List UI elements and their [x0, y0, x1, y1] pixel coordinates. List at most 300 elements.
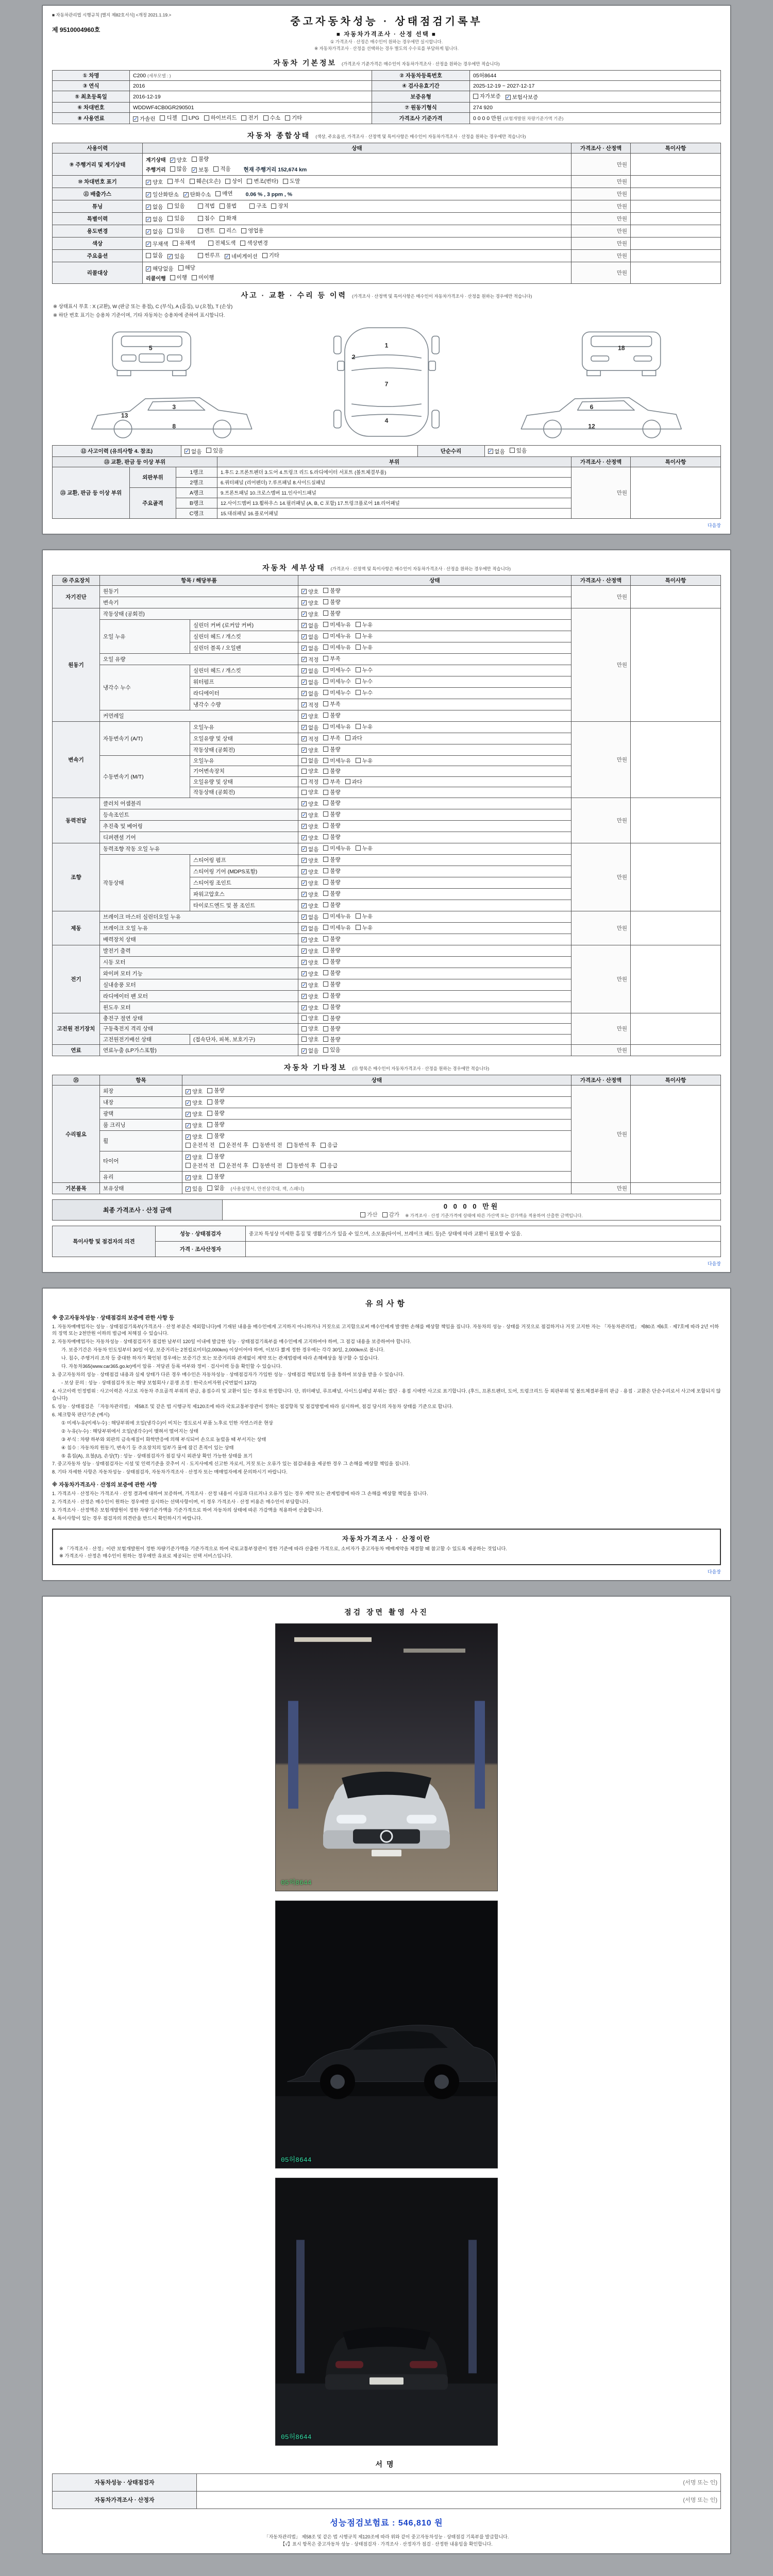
checkbox-option[interactable]	[301, 959, 318, 967]
checkbox-option[interactable]	[323, 844, 351, 852]
checkbox-option[interactable]	[301, 879, 318, 887]
checkbox-option[interactable]	[301, 947, 318, 955]
checkbox-option[interactable]	[301, 788, 318, 796]
checkbox-box[interactable]	[323, 970, 328, 975]
checkbox-box[interactable]: ✓	[183, 192, 189, 198]
checkbox-box[interactable]: ✓	[302, 835, 307, 841]
checkbox-box[interactable]: ✓	[186, 1186, 191, 1192]
checkbox-option[interactable]	[220, 202, 237, 210]
checkbox-option[interactable]	[301, 1025, 318, 1032]
checkbox-option[interactable]	[323, 1003, 340, 1011]
checkbox-option[interactable]	[323, 867, 340, 875]
checkbox-option[interactable]	[323, 757, 351, 765]
checkbox-box[interactable]	[215, 191, 221, 196]
checkbox-option[interactable]	[356, 689, 373, 697]
checkbox-option[interactable]	[287, 1141, 316, 1149]
checkbox-option[interactable]	[323, 700, 340, 708]
checkbox-option[interactable]	[356, 666, 373, 674]
checkbox-option[interactable]	[220, 1162, 249, 1170]
checkbox-box[interactable]	[323, 800, 328, 805]
checkbox-option[interactable]	[204, 114, 237, 122]
checkbox-option[interactable]	[323, 609, 340, 617]
checkbox-box[interactable]	[186, 1143, 191, 1148]
checkbox-option[interactable]	[356, 677, 373, 685]
checkbox-option[interactable]	[160, 114, 177, 122]
checkbox-option[interactable]	[488, 448, 505, 455]
checkbox-box[interactable]: ✓	[488, 449, 493, 454]
checkbox-box[interactable]	[206, 448, 211, 453]
checkbox-box[interactable]	[323, 588, 328, 593]
checkbox-option[interactable]	[356, 723, 373, 731]
checkbox-box[interactable]: ✓	[186, 1123, 191, 1129]
checkbox-option[interactable]	[323, 1014, 340, 1022]
checkbox-box[interactable]: ✓	[186, 1134, 191, 1140]
checkbox-box[interactable]	[192, 157, 197, 162]
checkbox-box[interactable]	[323, 823, 328, 828]
checkbox-box[interactable]	[323, 747, 328, 752]
checkbox-option[interactable]	[301, 599, 318, 607]
checkbox-box[interactable]	[323, 925, 328, 930]
checkbox-box[interactable]: ✓	[302, 657, 307, 663]
checkbox-box[interactable]	[323, 936, 328, 941]
checkbox-option[interactable]	[356, 632, 373, 640]
checkbox-box[interactable]: ✓	[302, 880, 307, 886]
checkbox-box[interactable]	[323, 758, 328, 763]
checkbox-box[interactable]	[220, 1163, 225, 1168]
checkbox-box[interactable]: ✓	[302, 634, 307, 640]
checkbox-option[interactable]	[356, 912, 373, 920]
checkbox-option[interactable]	[287, 1162, 316, 1170]
checkbox-option[interactable]	[198, 227, 215, 234]
checkbox-box[interactable]: ✓	[302, 600, 307, 606]
checkbox-option[interactable]	[345, 778, 362, 786]
checkbox-box[interactable]	[323, 779, 328, 784]
checkbox-option[interactable]	[167, 177, 184, 185]
checkbox-box[interactable]: ✓	[302, 858, 307, 863]
checkbox-box[interactable]	[220, 228, 225, 233]
checkbox-option[interactable]	[186, 1133, 203, 1141]
checkbox-option[interactable]	[301, 724, 318, 732]
checkbox-option[interactable]	[170, 165, 187, 173]
checkbox-box[interactable]	[323, 1026, 328, 1031]
checkbox-option[interactable]	[321, 1141, 338, 1149]
checkbox-option[interactable]	[323, 1036, 340, 1043]
checkbox-box[interactable]	[207, 1088, 212, 1093]
checkbox-option[interactable]	[186, 1162, 215, 1170]
checkbox-option[interactable]	[301, 902, 318, 910]
checkbox-option[interactable]	[301, 747, 318, 754]
checkbox-option[interactable]	[301, 800, 318, 808]
checkbox-box[interactable]	[323, 1015, 328, 1021]
checkbox-box[interactable]: ✓	[146, 179, 151, 185]
checkbox-box[interactable]	[323, 790, 328, 795]
checkbox-option[interactable]	[301, 970, 318, 978]
checkbox-box[interactable]	[323, 1037, 328, 1042]
checkbox-box[interactable]	[323, 891, 328, 896]
checkbox-option[interactable]	[301, 936, 318, 944]
checkbox-box[interactable]	[473, 94, 478, 99]
checkbox-option[interactable]	[173, 239, 195, 247]
checkbox-option[interactable]	[301, 778, 318, 786]
checkbox-box[interactable]: ✓	[302, 824, 307, 829]
checkbox-option[interactable]	[198, 251, 220, 259]
checkbox-box[interactable]	[356, 758, 361, 763]
checkbox-option[interactable]	[186, 1110, 203, 1118]
checkbox-box[interactable]: ✓	[302, 812, 307, 818]
checkbox-option[interactable]	[146, 251, 163, 259]
checkbox-option[interactable]	[271, 202, 288, 210]
checkbox-box[interactable]: ✓	[302, 736, 307, 742]
checkbox-box[interactable]	[198, 228, 203, 233]
checkbox-option[interactable]	[473, 92, 501, 100]
checkbox-box[interactable]: ✓	[302, 1005, 307, 1011]
checkbox-box[interactable]	[182, 115, 187, 121]
checkbox-option[interactable]	[360, 1211, 377, 1218]
checkbox-option[interactable]	[190, 177, 221, 185]
checkbox-option[interactable]	[323, 666, 351, 674]
checkbox-option[interactable]	[356, 844, 373, 852]
checkbox-box[interactable]	[207, 1122, 212, 1127]
checkbox-box[interactable]: ✓	[302, 926, 307, 931]
checkbox-option[interactable]	[301, 925, 318, 933]
checkbox-box[interactable]	[249, 204, 255, 209]
checkbox-box[interactable]: ✓	[186, 1100, 191, 1106]
checkbox-box[interactable]: ✓	[146, 266, 151, 272]
checkbox-box[interactable]	[192, 275, 197, 280]
checkbox-option[interactable]	[253, 1162, 282, 1170]
checkbox-option[interactable]	[133, 115, 155, 123]
checkbox-option[interactable]	[146, 215, 163, 223]
checkbox-box[interactable]	[345, 779, 350, 784]
checkbox-box[interactable]	[285, 115, 290, 121]
checkbox-box[interactable]	[198, 253, 203, 258]
checkbox-box[interactable]	[220, 1143, 225, 1148]
checkbox-box[interactable]: ✓	[302, 589, 307, 595]
checkbox-option[interactable]	[301, 735, 318, 743]
checkbox-box[interactable]: ✓	[170, 157, 175, 163]
checkbox-option[interactable]	[323, 799, 340, 807]
checkbox-box[interactable]: ✓	[302, 725, 307, 731]
checkbox-box[interactable]	[323, 902, 328, 907]
checkbox-box[interactable]	[271, 204, 276, 209]
checkbox-option[interactable]	[323, 833, 340, 841]
checkbox-box[interactable]	[323, 993, 328, 998]
checkbox-box[interactable]: ✓	[302, 646, 307, 651]
checkbox-box[interactable]	[323, 701, 328, 706]
checkbox-box[interactable]	[323, 667, 328, 672]
checkbox-box[interactable]	[323, 769, 328, 774]
checkbox-option[interactable]	[167, 202, 184, 210]
checkbox-option[interactable]	[206, 447, 223, 454]
checkbox-box[interactable]	[198, 204, 203, 209]
checkbox-option[interactable]	[146, 191, 179, 198]
checkbox-box[interactable]	[262, 253, 267, 258]
checkbox-option[interactable]	[301, 1014, 318, 1022]
checkbox-option[interactable]	[323, 689, 351, 697]
checkbox-option[interactable]	[323, 621, 351, 629]
checkbox-option[interactable]	[249, 202, 266, 210]
checkbox-box[interactable]	[323, 611, 328, 616]
checkbox-box[interactable]: ✓	[302, 623, 307, 629]
checkbox-option[interactable]	[356, 924, 373, 931]
checkbox-option[interactable]	[198, 202, 215, 210]
checkbox-box[interactable]	[323, 879, 328, 885]
checkbox-box[interactable]: ✓	[146, 192, 151, 198]
checkbox-option[interactable]	[301, 622, 318, 630]
checkbox-box[interactable]	[323, 981, 328, 987]
checkbox-box[interactable]: ✓	[302, 714, 307, 719]
checkbox-box[interactable]	[323, 656, 328, 661]
checkbox-box[interactable]	[287, 1163, 292, 1168]
checkbox-option[interactable]	[301, 845, 318, 853]
checkbox-box[interactable]	[207, 1099, 212, 1105]
checkbox-box[interactable]	[160, 115, 165, 121]
checkbox-option[interactable]	[146, 240, 168, 248]
checkbox-box[interactable]	[510, 448, 515, 453]
checkbox-box[interactable]	[323, 690, 328, 695]
checkbox-option[interactable]	[220, 1141, 249, 1149]
checkbox-box[interactable]	[301, 1015, 307, 1021]
checkbox-box[interactable]	[356, 925, 361, 930]
checkbox-box[interactable]	[241, 228, 246, 233]
checkbox-option[interactable]	[356, 643, 373, 651]
checkbox-option[interactable]	[301, 1036, 318, 1043]
checkbox-option[interactable]	[283, 177, 300, 185]
checkbox-option[interactable]	[345, 734, 362, 742]
checkbox-box[interactable]	[220, 216, 225, 221]
checkbox-box[interactable]	[356, 645, 361, 650]
checkbox-box[interactable]	[382, 1212, 388, 1217]
checkbox-box[interactable]: ✓	[302, 937, 307, 943]
checkbox-box[interactable]	[323, 724, 328, 729]
checkbox-box[interactable]	[146, 253, 151, 258]
checkbox-option[interactable]	[146, 265, 174, 273]
checkbox-box[interactable]	[170, 275, 175, 280]
checkbox-option[interactable]	[301, 868, 318, 876]
checkbox-option[interactable]	[323, 856, 340, 863]
checkbox-box[interactable]	[207, 1174, 212, 1179]
checkbox-box[interactable]	[263, 115, 268, 121]
checkbox-option[interactable]	[301, 667, 318, 675]
checkbox-option[interactable]	[207, 1109, 224, 1117]
checkbox-option[interactable]	[323, 598, 340, 606]
checkbox-option[interactable]	[301, 633, 318, 641]
checkbox-option[interactable]	[213, 165, 230, 173]
checkbox-option[interactable]	[323, 946, 340, 954]
checkbox-box[interactable]: ✓	[146, 216, 151, 223]
checkbox-box[interactable]	[323, 845, 328, 851]
checkbox-box[interactable]	[323, 599, 328, 604]
checkbox-option[interactable]	[241, 227, 263, 234]
checkbox-box[interactable]	[287, 1143, 292, 1148]
checkbox-option[interactable]	[192, 155, 209, 163]
checkbox-option[interactable]	[301, 757, 318, 765]
checkbox-option[interactable]	[301, 656, 318, 664]
checkbox-option[interactable]	[186, 1122, 203, 1129]
checkbox-option[interactable]	[182, 115, 199, 121]
checkbox-box[interactable]: ✓	[302, 668, 307, 674]
checkbox-box[interactable]: ✓	[186, 1089, 191, 1095]
checkbox-option[interactable]	[323, 723, 351, 731]
checkbox-option[interactable]	[207, 1173, 224, 1180]
checkbox-box[interactable]	[207, 1154, 212, 1159]
checkbox-option[interactable]	[146, 178, 163, 186]
checkbox-option[interactable]	[301, 823, 318, 831]
checkbox-box[interactable]	[301, 779, 307, 784]
checkbox-option[interactable]	[301, 645, 318, 652]
checkbox-option[interactable]	[323, 655, 340, 663]
checkbox-option[interactable]	[323, 778, 340, 786]
checkbox-box[interactable]	[356, 667, 361, 672]
checkbox-box[interactable]: ✓	[146, 204, 151, 210]
checkbox-box[interactable]	[247, 179, 252, 184]
checkbox-option[interactable]	[247, 177, 278, 185]
checkbox-option[interactable]	[301, 713, 318, 720]
checkbox-option[interactable]	[323, 643, 351, 651]
checkbox-option[interactable]	[301, 588, 318, 596]
checkbox-option[interactable]	[323, 711, 340, 719]
checkbox-option[interactable]	[323, 924, 351, 931]
checkbox-box[interactable]: ✓	[302, 702, 307, 708]
checkbox-option[interactable]	[301, 857, 318, 865]
checkbox-box[interactable]	[323, 834, 328, 839]
checkbox-box[interactable]	[301, 769, 307, 774]
checkbox-option[interactable]	[178, 264, 195, 272]
checkbox-box[interactable]	[323, 1047, 328, 1053]
checkbox-box[interactable]	[323, 679, 328, 684]
checkbox-box[interactable]	[198, 216, 203, 221]
checkbox-option[interactable]	[207, 1098, 224, 1106]
checkbox-box[interactable]: ✓	[302, 994, 307, 999]
checkbox-option[interactable]	[208, 239, 236, 247]
checkbox-box[interactable]: ✓	[302, 869, 307, 875]
checkbox-option[interactable]	[184, 448, 201, 455]
checkbox-box[interactable]	[323, 645, 328, 650]
checkbox-box[interactable]	[321, 1163, 326, 1168]
checkbox-option[interactable]	[301, 1004, 318, 1012]
checkbox-option[interactable]	[323, 980, 340, 988]
checkbox-option[interactable]	[225, 177, 242, 185]
checkbox-box[interactable]	[253, 1143, 258, 1148]
checkbox-box[interactable]: ✓	[186, 1111, 191, 1117]
checkbox-option[interactable]	[323, 935, 340, 943]
checkbox-option[interactable]	[510, 447, 527, 454]
checkbox-option[interactable]	[146, 228, 163, 235]
checkbox-option[interactable]	[146, 203, 163, 211]
checkbox-box[interactable]: ✓	[302, 801, 307, 807]
checkbox-box[interactable]	[323, 868, 328, 873]
checkbox-option[interactable]	[323, 767, 340, 775]
checkbox-box[interactable]: ✓	[133, 116, 138, 122]
checkbox-box[interactable]	[225, 179, 230, 184]
checkbox-box[interactable]	[356, 622, 361, 627]
checkbox-option[interactable]	[323, 810, 340, 818]
checkbox-box[interactable]	[356, 845, 361, 851]
checkbox-option[interactable]	[285, 114, 302, 122]
checkbox-option[interactable]	[323, 734, 340, 742]
checkbox-option[interactable]	[186, 1088, 203, 1095]
checkbox-option[interactable]	[356, 757, 373, 765]
checkbox-box[interactable]: ✓	[302, 612, 307, 617]
checkbox-option[interactable]	[301, 891, 318, 899]
checkbox-box[interactable]	[190, 179, 195, 184]
checkbox-box[interactable]: ✓	[302, 892, 307, 897]
checkbox-box[interactable]	[240, 241, 245, 246]
checkbox-box[interactable]	[356, 679, 361, 684]
checkbox-box[interactable]	[356, 633, 361, 638]
checkbox-option[interactable]	[301, 811, 318, 819]
checkbox-option[interactable]	[220, 227, 237, 234]
checkbox-box[interactable]	[170, 166, 175, 172]
checkbox-option[interactable]	[323, 788, 340, 796]
checkbox-option[interactable]	[225, 252, 258, 260]
checkbox-box[interactable]	[323, 735, 328, 740]
checkbox-option[interactable]	[241, 114, 258, 122]
checkbox-option[interactable]	[301, 690, 318, 698]
checkbox-box[interactable]	[323, 947, 328, 953]
checkbox-option[interactable]	[323, 587, 340, 595]
checkbox-box[interactable]	[360, 1212, 365, 1217]
checkbox-option[interactable]	[207, 1184, 224, 1192]
checkbox-box[interactable]	[323, 913, 328, 919]
checkbox-box[interactable]	[167, 228, 173, 233]
checkbox-box[interactable]: ✓	[146, 229, 151, 235]
checkbox-box[interactable]	[283, 179, 288, 184]
checkbox-option[interactable]	[301, 834, 318, 842]
checkbox-box[interactable]: ✓	[192, 167, 197, 173]
checkbox-option[interactable]	[186, 1141, 215, 1149]
checkbox-option[interactable]	[323, 745, 340, 753]
checkbox-box[interactable]: ✓	[185, 449, 190, 454]
checkbox-option[interactable]	[323, 901, 340, 909]
checkbox-box[interactable]: ✓	[302, 971, 307, 977]
checkbox-option[interactable]	[301, 981, 318, 989]
checkbox-box[interactable]	[167, 204, 173, 209]
checkbox-option[interactable]	[323, 1025, 340, 1032]
checkbox-option[interactable]	[301, 679, 318, 686]
checkbox-box[interactable]: ✓	[186, 1175, 191, 1181]
checkbox-option[interactable]	[323, 822, 340, 829]
checkbox-option[interactable]	[323, 890, 340, 897]
checkbox-option[interactable]	[186, 1154, 203, 1161]
checkbox-option[interactable]	[301, 913, 318, 921]
checkbox-option[interactable]	[323, 632, 351, 640]
checkbox-box[interactable]	[207, 1185, 212, 1191]
checkbox-option[interactable]	[207, 1132, 224, 1140]
checkbox-box[interactable]	[253, 1163, 258, 1168]
checkbox-option[interactable]	[506, 93, 539, 101]
checkbox-option[interactable]	[262, 251, 279, 259]
checkbox-box[interactable]: ✓	[302, 1048, 307, 1054]
checkbox-option[interactable]	[207, 1121, 224, 1128]
checkbox-option[interactable]	[215, 190, 232, 197]
checkbox-box[interactable]	[220, 204, 225, 209]
checkbox-box[interactable]	[301, 1026, 307, 1031]
checkbox-box[interactable]	[173, 241, 178, 246]
checkbox-box[interactable]: ✓	[302, 948, 307, 954]
checkbox-box[interactable]	[301, 1037, 307, 1042]
checkbox-box[interactable]	[356, 913, 361, 919]
checkbox-box[interactable]: ✓	[302, 691, 307, 697]
checkbox-box[interactable]	[301, 758, 307, 763]
checkbox-option[interactable]	[207, 1087, 224, 1094]
checkbox-box[interactable]: ✓	[302, 748, 307, 753]
checkbox-box[interactable]	[356, 724, 361, 729]
checkbox-box[interactable]: ✓	[225, 253, 230, 260]
checkbox-box[interactable]	[323, 959, 328, 964]
checkbox-option[interactable]	[192, 166, 209, 174]
checkbox-box[interactable]	[323, 857, 328, 862]
